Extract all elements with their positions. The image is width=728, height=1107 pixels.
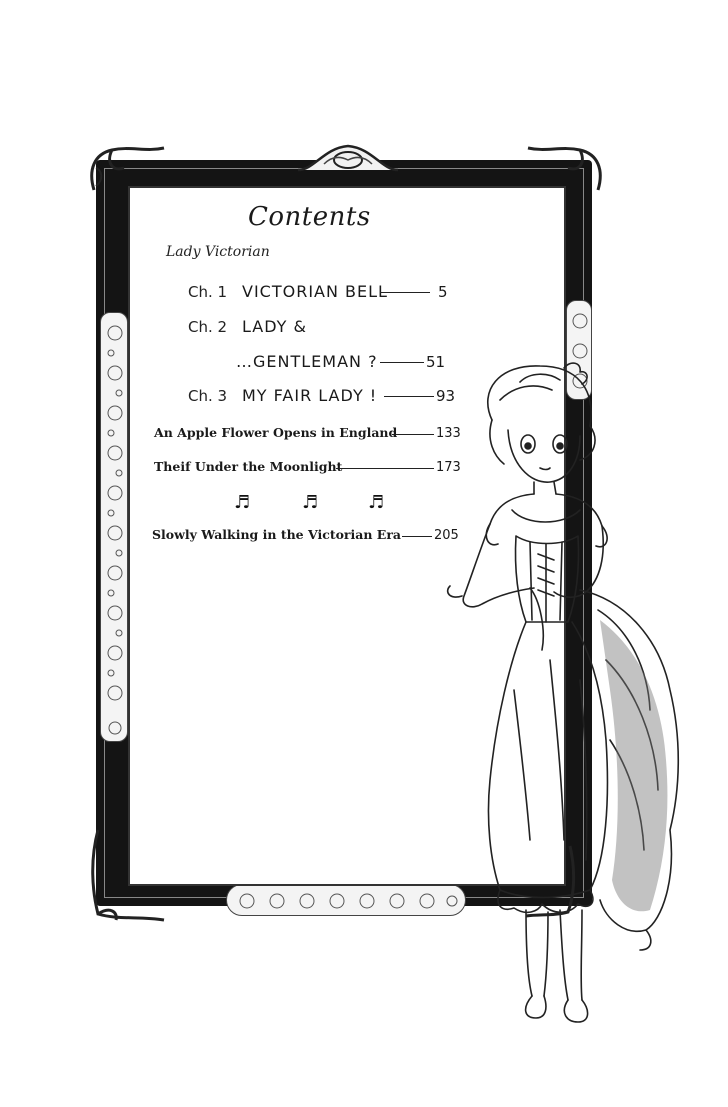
chapter-3-leader (384, 396, 434, 397)
story-3-title: Slowly Walking in the Victorian Era (152, 527, 402, 542)
chapter-1-title: VICTORIAN BELL (242, 282, 388, 301)
story-2-page: 173 (436, 460, 461, 475)
floral-band-left (100, 312, 128, 742)
story-1-leader (392, 434, 434, 435)
chapter-1-number: Ch. 1 (188, 283, 228, 301)
chapter-2-title-continued: …GENTLEMAN ? (236, 352, 378, 371)
chapter-3-number: Ch. 3 (188, 387, 228, 405)
story-2-leader (336, 468, 434, 469)
character-illustration-icon (430, 360, 710, 1030)
story-1-page: 133 (436, 426, 461, 441)
chapter-2-number: Ch. 2 (188, 318, 228, 336)
contents-heading: Contents (248, 202, 371, 232)
chapter-1-leader (380, 292, 430, 293)
series-title: Lady Victorian (166, 244, 270, 260)
chapter-3-page: 93 (436, 387, 456, 405)
chapter-1-page: 5 (438, 283, 448, 301)
story-3-leader (402, 536, 432, 537)
chapter-2-leader (380, 362, 424, 363)
story-3-page: 205 (434, 528, 459, 543)
music-note-icon: ♬ (368, 492, 385, 513)
chapter-3-title: MY FAIR LADY ! (242, 386, 378, 405)
music-note-icon: ♬ (302, 492, 319, 513)
story-1-title: An Apple Flower Opens in England (154, 425, 398, 440)
chapter-2-title: LADY & (242, 317, 308, 336)
chapter-2-page: 51 (426, 353, 446, 371)
music-note-icon: ♬ (234, 492, 251, 513)
top-crest-ornament-icon (294, 138, 402, 178)
story-2-title: Theif Under the Moonlight (154, 459, 343, 474)
